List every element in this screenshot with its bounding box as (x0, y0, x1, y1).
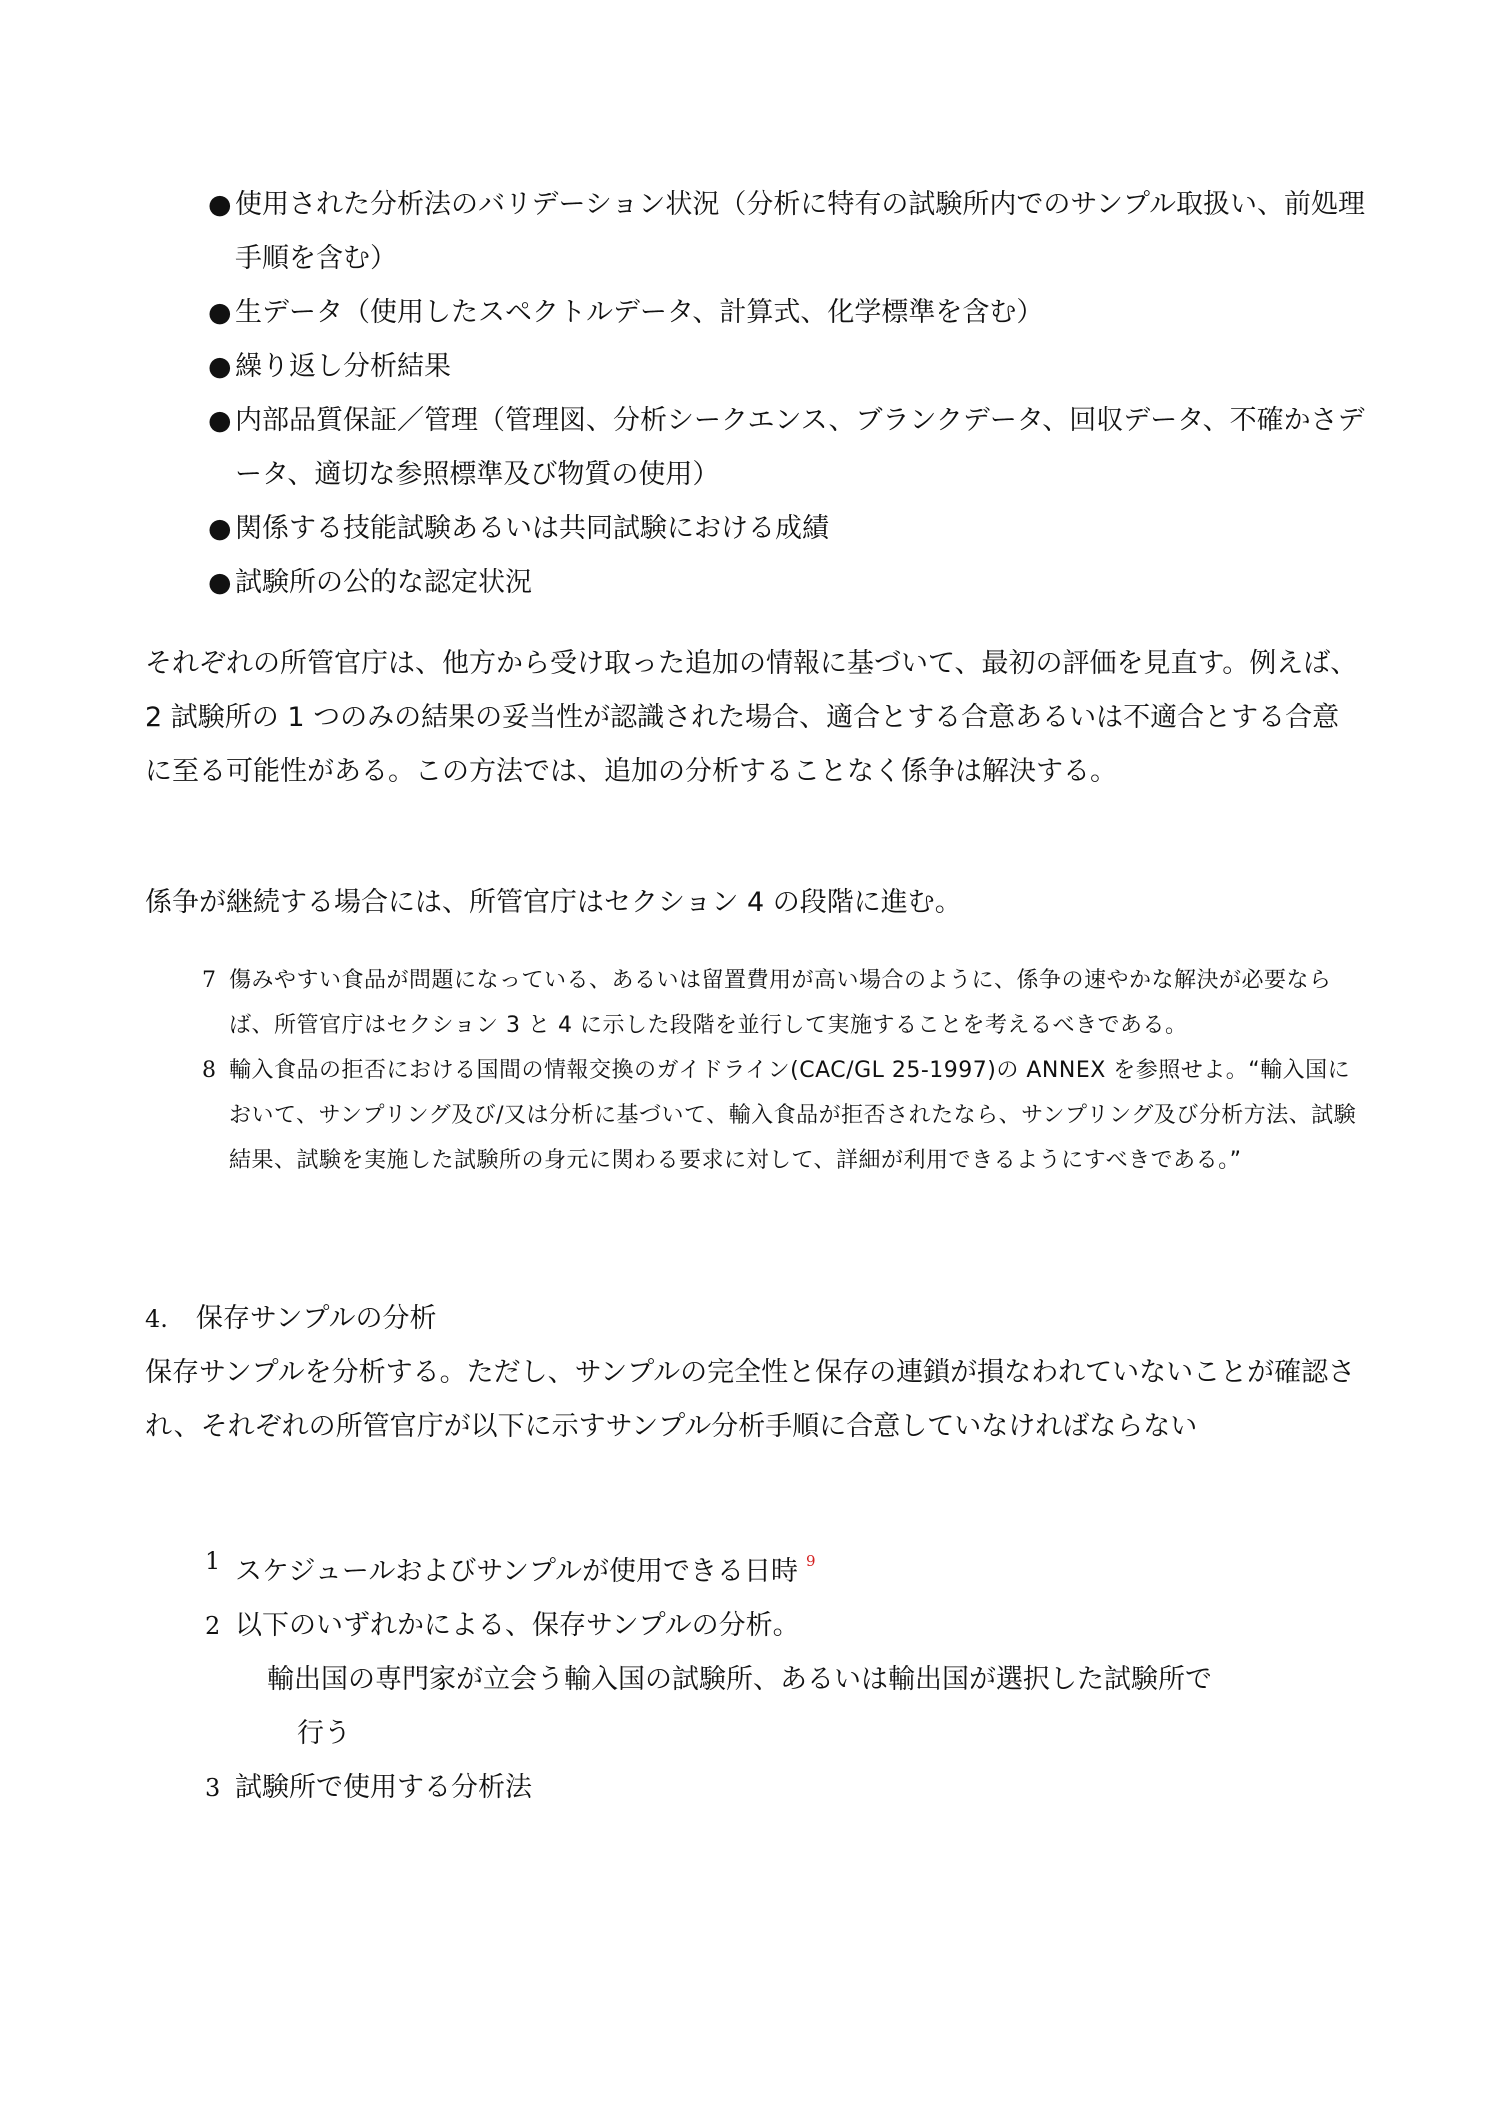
bullet-text: 繰り返し分析結果 (235, 351, 451, 382)
step-number: 2 (205, 1612, 221, 1640)
bullet-marker: ● (208, 189, 232, 220)
footnote-list (202, 958, 1362, 1183)
bullet-marker: ● (208, 351, 232, 382)
bullet-text: 内部品質保証／管理（管理図、分析シークエンス、ブランクデータ、回収データ、不確かさデータ、適切な参照標準及び物質の使用） (235, 405, 1365, 490)
footnote-8 (202, 1048, 1362, 1183)
list-item (208, 178, 1388, 286)
footnote-text: 傷みやすい食品が問題になっている、あるいは留置費用が高い場合のように、係争の速やかな解決が必要ならば、所管官庁はセクション 3 と 4 に示した段階を並行して実施することを考えるべきである。 (229, 968, 1332, 1038)
information-bullet-list (208, 178, 1388, 610)
footnote-7 (202, 958, 1362, 1048)
step-item (205, 1599, 1355, 1653)
footnote-reference: 9 (805, 1552, 816, 1570)
bullet-marker: ● (208, 567, 232, 598)
step-text: 試験所で使用する分析法 (235, 1772, 532, 1803)
step-sub-text: 行う (297, 1718, 351, 1749)
footnote-text: 輸入食品の拒否における国間の情報交換のガイドライン(CAC/GL 25-1997)の ANNEX を参照せよ。“輸入国において、サンプリング及び/又は分析に基づいて、輸入食品が拒否されたなら、サンプリング及び分析方法、試験結果、試験を実施した試験所の身元に関わる要求に対して、詳細が利用できるようにすべきである。” (229, 1058, 1357, 1173)
step-text: 以下のいずれかによる、保存サンプルの分析。 (235, 1610, 800, 1641)
step-item (205, 1761, 1355, 1815)
bullet-marker: ● (208, 297, 232, 328)
bullet-text: 試験所の公的な認定状況 (235, 567, 532, 598)
section-intro-paragraph: 保存サンプルを分析する。ただし、サンプルの完全性と保存の連鎖が損なわれていないことが確認され、それぞれの所管官庁が以下に示すサンプル分析手順に合意していなければならない (145, 1357, 1356, 1442)
list-item (208, 394, 1388, 502)
bullet-text: 使用された分析法のバリデーション状況（分析に特有の試験所内でのサンプル取扱い、前処理手順を含む） (235, 189, 1365, 274)
procedure-step-list (205, 1534, 1355, 1815)
bullet-text: 生データ（使用したスペクトルデータ、計算式、化学標準を含む） (235, 297, 1044, 328)
list-item (208, 502, 1388, 556)
review-paragraph: それぞれの所管官庁は、他方から受け取った追加の情報に基づいて、最初の評価を見直す。例えば、2 試験所の 1 つのみの結果の妥当性が認識された場合、適合とする合意あるいは不適合とする合意に至る可能性がある。この方法では、追加の分析することなく係争は解決する。 (145, 648, 1358, 787)
bullet-marker: ● (208, 405, 232, 436)
footnote-number: 7 (202, 968, 217, 993)
step-text: スケジュールおよびサンプルが使用できる日時 (235, 1556, 798, 1587)
step-sub-item (205, 1653, 1355, 1707)
section-number: 4. (145, 1305, 168, 1333)
step-sub-text: 輸出国の専門家が立会う輸入国の試験所、あるいは輸出国が選択した試験所で (267, 1664, 1212, 1695)
step-sub-item-continuation (205, 1707, 1355, 1761)
step-number: 3 (205, 1774, 221, 1802)
list-item (208, 340, 1388, 394)
section-heading (145, 1292, 436, 1346)
step-item (205, 1534, 1355, 1599)
section-title: 保存サンプルの分析 (195, 1303, 437, 1334)
bullet-text: 関係する技能試験あるいは共同試験における成績 (235, 513, 829, 544)
proceed-paragraph: 係争が継続する場合には、所管官庁はセクション 4 の段階に進む。 (145, 887, 962, 918)
list-item (208, 286, 1388, 340)
bullet-marker: ● (208, 513, 232, 544)
step-number: 1 (205, 1547, 221, 1575)
list-item (208, 556, 1388, 610)
footnote-number: 8 (202, 1058, 217, 1083)
